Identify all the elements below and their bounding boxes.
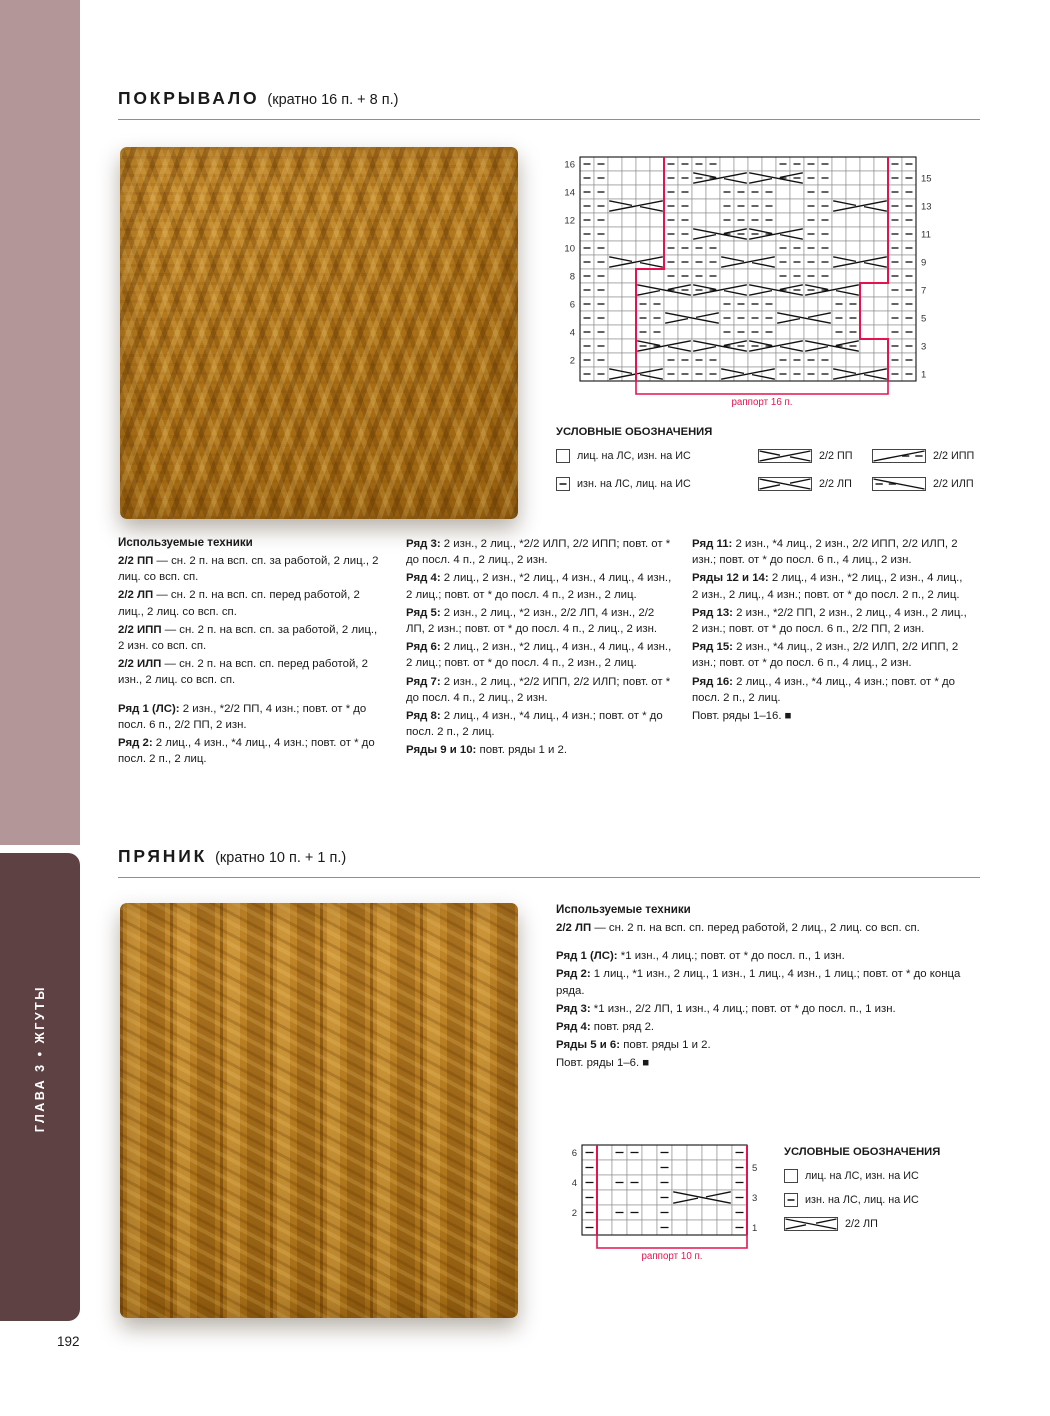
svg-text:16: 16 — [564, 159, 575, 171]
row-text: повт. ряды 1 и 2. — [623, 1039, 711, 1052]
svg-text:5: 5 — [752, 1162, 758, 1174]
knitted-swatch-photo-pryanik — [120, 903, 518, 1318]
technique-item — [556, 920, 980, 936]
row-label: Ряд 2: — [556, 968, 591, 981]
pattern-row — [406, 639, 672, 671]
pattern-row — [556, 1037, 980, 1053]
chapter-label: ГЛАВА 3 • ЖГУТЫ — [33, 985, 47, 1133]
row-label: Ряды 9 и 10: — [406, 744, 477, 757]
row-text: 2 изн., *2/2 ПП, 4 изн.; повт. от * до посл. 6 п., 2/2 ПП, 2 изн. — [118, 702, 367, 731]
pattern-row — [406, 674, 672, 706]
row-text: 2 изн., 2 лиц., *2/2 ИЛП, 2/2 ИПП; повт. от * до посл. 4 п., 2 лиц., 2 изн. — [406, 538, 671, 567]
row-text: 2 изн., 2 лиц., *2/2 ИПП, 2/2 ИЛП; повт. от * до посл. 4 п., 2 лиц., 2 изн. — [406, 675, 671, 704]
svg-text:5: 5 — [921, 313, 927, 325]
row-text: 2 изн., *4 лиц., 2 изн., 2/2 ИПП, 2/2 ИЛП, 2 изн.; повт. от * до посл. 6 п., 4 лиц., 2 изн. — [692, 538, 958, 567]
pattern-row — [556, 948, 980, 964]
pattern-row — [406, 742, 672, 758]
svg-text:3: 3 — [921, 341, 927, 353]
technique-item — [118, 656, 386, 688]
legend-item — [872, 477, 984, 491]
pattern-row — [556, 1001, 980, 1017]
instructions-column-1 — [118, 536, 386, 769]
svg-text:2: 2 — [571, 1207, 577, 1219]
legend-item — [758, 449, 872, 463]
legend-label: 2/2 ИЛП — [933, 478, 974, 490]
svg-text:раппорт 10 п.: раппорт 10 п. — [641, 1251, 703, 1262]
row-label: Ряд 5: — [406, 606, 441, 619]
legend-pokryvalo — [556, 426, 986, 491]
cable-pp-icon — [758, 449, 812, 463]
knitting-chart-pokryvalo — [558, 152, 944, 419]
row-text: 2 изн., *2/2 ПП, 2 изн., 2 лиц., 4 изн., 2 лиц., 2 изн.; повт. от * до посл. 6 п., 2/2 ПП, 2 изн. — [692, 606, 967, 635]
legend-label: 2/2 ИПП — [933, 450, 975, 462]
pattern-row — [692, 639, 968, 671]
cable-lp-icon — [784, 1217, 838, 1231]
pattern-row — [406, 605, 672, 637]
pattern-row — [118, 701, 386, 733]
instructions-column-3 — [692, 536, 968, 769]
section-header-pokryvalo — [118, 88, 980, 120]
legend-label: 2/2 ЛП — [845, 1218, 878, 1230]
row-text: *1 изн., 4 лиц.; повт. от * до посл. п., 1 изн. — [620, 950, 845, 963]
pattern-row — [692, 605, 968, 637]
row-label: Ряд 2: — [118, 736, 153, 749]
row-text: 2 лиц., 4 изн., *2 лиц., 2 изн., 4 лиц., 2 изн., 2 лиц., 4 изн.; повт. от * до посл. 2 п., 2 лиц. — [692, 572, 963, 601]
legend-pryanik — [784, 1146, 984, 1241]
legend-label: лиц. на ЛС, изн. на ИС — [577, 450, 691, 462]
row-label: Ряд 4: — [556, 1020, 591, 1033]
section-title: ПОКРЫВАЛО — [118, 88, 260, 108]
svg-text:7: 7 — [921, 285, 927, 297]
svg-text:раппорт 16 п.: раппорт 16 п. — [731, 397, 793, 408]
technique-desc: — сн. 2 п. на всп. сп. за работой, 2 лиц., 2 лиц. со всп. сп. — [118, 555, 379, 584]
row-text: Повт. ряды 1–16. ■ — [692, 709, 792, 722]
svg-text:1: 1 — [752, 1222, 758, 1234]
cable-ilp-icon — [872, 477, 926, 491]
pattern-row — [118, 735, 386, 767]
legend-item — [784, 1193, 984, 1207]
technique-term: 2/2 ЛП — [556, 922, 592, 934]
svg-text:3: 3 — [752, 1192, 758, 1204]
technique-item — [118, 553, 386, 585]
pattern-row — [692, 536, 968, 568]
row-label: Ряд 4: — [406, 572, 441, 585]
technique-term: 2/2 ИПП — [118, 623, 162, 636]
legend-items — [556, 449, 986, 491]
techniques-header: Используемые техники — [556, 903, 691, 916]
knitting-chart-pryanik — [560, 1140, 775, 1273]
legend-item — [784, 1217, 984, 1231]
legend-header: УСЛОВНЫЕ ОБОЗНАЧЕНИЯ — [784, 1146, 941, 1158]
svg-text:14: 14 — [564, 187, 575, 199]
knitted-swatch-photo-pokryvalo — [120, 147, 518, 519]
instructions-column-2 — [406, 536, 672, 769]
row-label: Ряд 3: — [556, 1002, 591, 1015]
row-text: 2 лиц., 2 изн., *2 лиц., 4 изн., 4 лиц., 4 изн., 2 лиц.; повт. от * до посл. 4 п., 2 изн., 2 лиц. — [406, 572, 672, 601]
row-text: *1 изн., 2/2 ЛП, 1 изн., 4 лиц.; повт. от * до посл. п., 1 изн. — [593, 1002, 896, 1015]
technique-term: 2/2 ЛП — [118, 589, 154, 602]
row-label: Ряд 16: — [692, 675, 733, 688]
row-text: 2 изн., *4 лиц., 2 изн., 2/2 ИЛП, 2/2 ИПП, 2 изн.; повт. от * до посл. 6 п., 4 лиц., 2 изн. — [692, 641, 959, 670]
technique-desc: — сн. 2 п. на всп. сп. перед работой, 2 изн., 2 лиц. со всп. сп. — [118, 658, 368, 687]
knit-square-icon — [556, 449, 570, 463]
row-text: Повт. ряды 1–6. ■ — [556, 1057, 650, 1070]
row-text: повт. ряды 1 и 2. — [479, 744, 568, 757]
svg-text:11: 11 — [921, 229, 931, 241]
pattern-row — [556, 1019, 980, 1035]
legend-item — [758, 477, 872, 491]
row-label: Ряды 5 и 6: — [556, 1039, 621, 1052]
svg-text:6: 6 — [569, 299, 575, 311]
row-text: 2 лиц., 4 изн., *4 лиц., 4 изн.; повт. от * до посл. 2 п., 2 лиц. — [118, 736, 375, 766]
instructions-pokryvalo — [118, 536, 968, 769]
svg-text:15: 15 — [921, 173, 932, 185]
technique-item — [118, 587, 386, 619]
svg-text:13: 13 — [921, 201, 932, 213]
purl-square-icon — [556, 477, 570, 491]
legend-label: 2/2 ЛП — [819, 478, 852, 490]
technique-term: 2/2 ИЛП — [118, 658, 162, 671]
row-text: 1 лиц., *1 изн., 2 лиц., 1 изн., 1 лиц., 4 изн., 1 лиц.; повт. от * до конца ряда. — [556, 968, 961, 997]
row-label: Ряд 13: — [692, 606, 733, 619]
section-header-pryanik — [118, 846, 980, 878]
row-label: Ряд 7: — [406, 675, 441, 688]
technique-desc: — сн. 2 п. на всп. сп. за работой, 2 лиц., 2 изн. со всп. сп. — [118, 623, 378, 652]
row-text: повт. ряд 2. — [593, 1020, 655, 1033]
technique-desc: — сн. 2 п. на всп. сп. перед работой, 2 лиц., 2 лиц. со всп. сп. — [118, 589, 360, 618]
repeat-note — [692, 708, 968, 724]
row-label: Ряды 12 и 14: — [692, 572, 769, 585]
row-text: 2 лиц., 4 изн., *4 лиц., 4 изн.; повт. от * до посл. 2 п., 2 лиц. — [692, 675, 955, 704]
legend-header: УСЛОВНЫЕ ОБОЗНАЧЕНИЯ — [556, 426, 713, 438]
pattern-row — [692, 674, 968, 706]
legend-label: 2/2 ПП — [819, 450, 853, 462]
cable-ipp-icon — [872, 449, 926, 463]
svg-text:12: 12 — [564, 215, 575, 227]
svg-text:9: 9 — [921, 257, 927, 269]
row-label: Ряд 8: — [406, 709, 441, 722]
legend-item — [556, 449, 758, 463]
pattern-row — [406, 536, 672, 568]
page-number: 192 — [57, 1334, 80, 1349]
section-subtitle: (кратно 10 п. + 1 п.) — [215, 850, 347, 866]
legend-item — [872, 449, 984, 463]
svg-text:8: 8 — [569, 271, 575, 283]
row-text: 2 лиц., 2 изн., *2 лиц., 4 изн., 4 лиц., 4 изн., 2 лиц.; повт. от * до посл. 4 п., 2 изн., 2 лиц. — [406, 641, 672, 670]
legend-item — [556, 477, 758, 491]
pattern-row — [556, 966, 980, 998]
row-text: 2 изн., 2 лиц., *2 изн., 2/2 ЛП, 4 изн., 2/2 ЛП, 2 изн.; повт. от * до посл. 4 п., 2 лиц., 2 изн. — [406, 606, 658, 635]
legend-label: изн. на ЛС, лиц. на ИС — [577, 478, 691, 490]
legend-label: изн. на ЛС, лиц. на ИС — [805, 1194, 919, 1206]
technique-item — [118, 622, 386, 654]
row-label: Ряд 6: — [406, 641, 441, 654]
row-text: 2 лиц., 4 изн., *4 лиц., 4 изн.; повт. от * до посл. 2 п., 2 лиц. — [406, 709, 663, 739]
repeat-note — [556, 1055, 980, 1071]
section-subtitle: (кратно 16 п. + 8 п.) — [267, 92, 399, 108]
legend-item — [784, 1169, 984, 1183]
svg-text:6: 6 — [571, 1147, 577, 1159]
chapter-tab — [0, 853, 80, 1321]
svg-text:1: 1 — [921, 369, 927, 381]
row-label: Ряд 15: — [692, 641, 733, 654]
sidebar-decoration-top — [0, 0, 80, 845]
technique-desc: — сн. 2 п. на всп. сп. перед работой, 2 лиц., 2 лиц. со всп. сп. — [594, 922, 920, 934]
row-label: Ряд 1 (ЛС): — [556, 950, 618, 963]
svg-text:4: 4 — [571, 1177, 577, 1189]
pattern-row — [406, 708, 672, 740]
techniques-header: Используемые техники — [118, 536, 253, 549]
cable-lp-icon — [758, 477, 812, 491]
row-label: Ряд 1 (ЛС): — [118, 702, 180, 715]
svg-text:4: 4 — [569, 327, 575, 339]
svg-text:10: 10 — [564, 243, 575, 255]
pattern-row — [692, 570, 968, 602]
instructions-pryanik — [556, 903, 980, 1074]
section-title: ПРЯНИК — [118, 846, 208, 866]
pattern-row — [406, 570, 672, 602]
knit-square-icon — [784, 1169, 798, 1183]
row-label: Ряд 3: — [406, 538, 441, 550]
technique-term: 2/2 ПП — [118, 555, 154, 567]
row-label: Ряд 11: — [692, 538, 733, 550]
legend-label: лиц. на ЛС, изн. на ИС — [805, 1170, 919, 1182]
purl-square-icon — [784, 1193, 798, 1207]
svg-text:2: 2 — [569, 355, 575, 367]
